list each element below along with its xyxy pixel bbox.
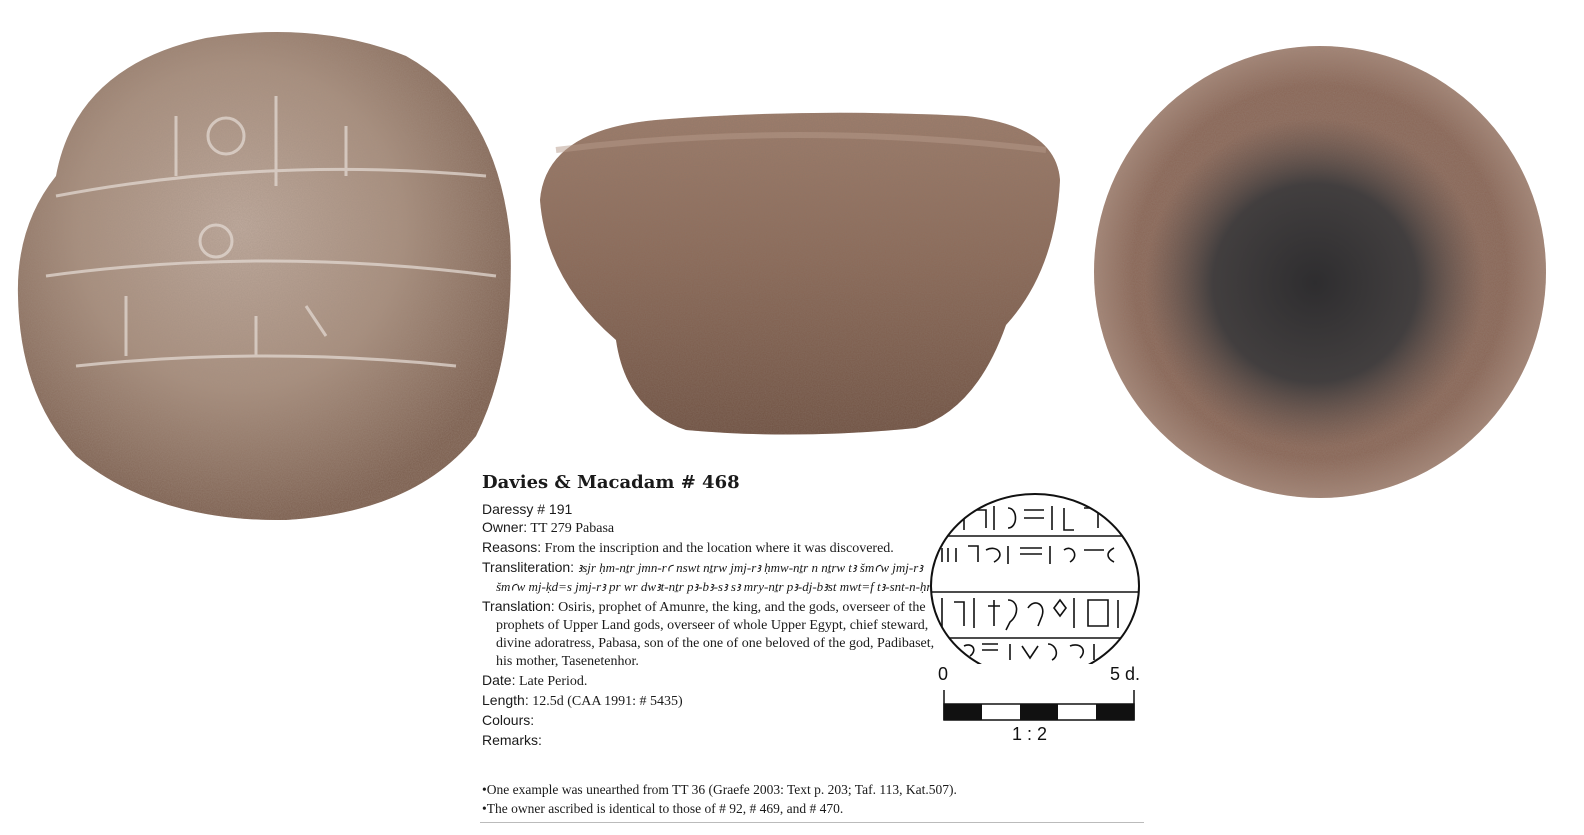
length-value: 12.5d (CAA 1991: # 5435) <box>532 694 683 709</box>
length-label: Length: <box>482 692 529 708</box>
translation-label: Translation: <box>482 598 555 614</box>
translation-value: Osiris, prophet of Amunre, the king, and the gods, overseer of the prophets of Upper Land gods, overseer of whole Upper Egypt, chief steward, divine adoratress, Pabasa, son of the one of one beloved of the god, Padibaset, his mother, Tasenetenhor. <box>496 600 935 669</box>
date-row <box>482 671 942 691</box>
owner-row <box>482 518 942 538</box>
scale-ruler <box>944 690 1134 720</box>
entry-title: Davies & Macadam # 468 <box>482 472 740 493</box>
remark-item: •The owner ascribed is identical to those of # 92, # 469, and # 470. <box>482 801 844 816</box>
side-profile-photo <box>536 110 1064 440</box>
daressy-number: Daressy # 191 <box>482 501 573 517</box>
inscribed-face-photo <box>16 26 514 522</box>
reasons-value: From the inscription and the location where it was discovered. <box>544 541 894 556</box>
length-row <box>482 691 942 711</box>
base-end-photo <box>1080 38 1550 508</box>
colours-row <box>482 711 942 731</box>
transliteration-value: ꜣsjr ḥm-nṯr jmn-rꜥ nswt nṯrw jmj-rꜣ ḥmw-nṯr n nṯrw tꜣ šmꜥw jmj-rꜣ šmꜥw mj-ḳd=s jmj-rꜣ pr wr dwꜣt-nṯr pꜣ-bꜣ-sꜣ sꜣ mry-nṯr pꜣ-dj-bꜣst mwt=f tꜣ-snt-n-ḥr <box>496 560 932 594</box>
colours-label: Colours: <box>482 712 535 728</box>
scale-end-label: 5 d. <box>1110 664 1141 684</box>
stamp-line-drawing <box>924 488 1146 664</box>
remark-item: •One example was unearthed from TT 36 (Graefe 2003: Text p. 203; Taf. 113, Kat.507). <box>482 782 957 797</box>
remarks-list <box>482 780 1142 818</box>
owner-label: Owner: <box>482 519 528 535</box>
remarks-label: Remarks: <box>482 732 542 748</box>
reasons-row <box>482 538 942 558</box>
scale-ratio-label: 1 : 2 <box>1012 724 1048 744</box>
translation-row <box>482 597 942 671</box>
footer-divider <box>480 822 1144 823</box>
scale-start-label: 0 <box>938 664 949 684</box>
owner-value: TT 279 Pabasa <box>530 521 615 536</box>
scale-bar <box>938 664 1148 744</box>
reasons-label: Reasons: <box>482 539 542 555</box>
catalogue-entry <box>482 470 942 749</box>
transliteration-row <box>482 558 942 597</box>
date-label: Date: <box>482 672 516 688</box>
date-value: Late Period. <box>518 674 588 689</box>
transliteration-label: Transliteration: <box>482 559 575 575</box>
